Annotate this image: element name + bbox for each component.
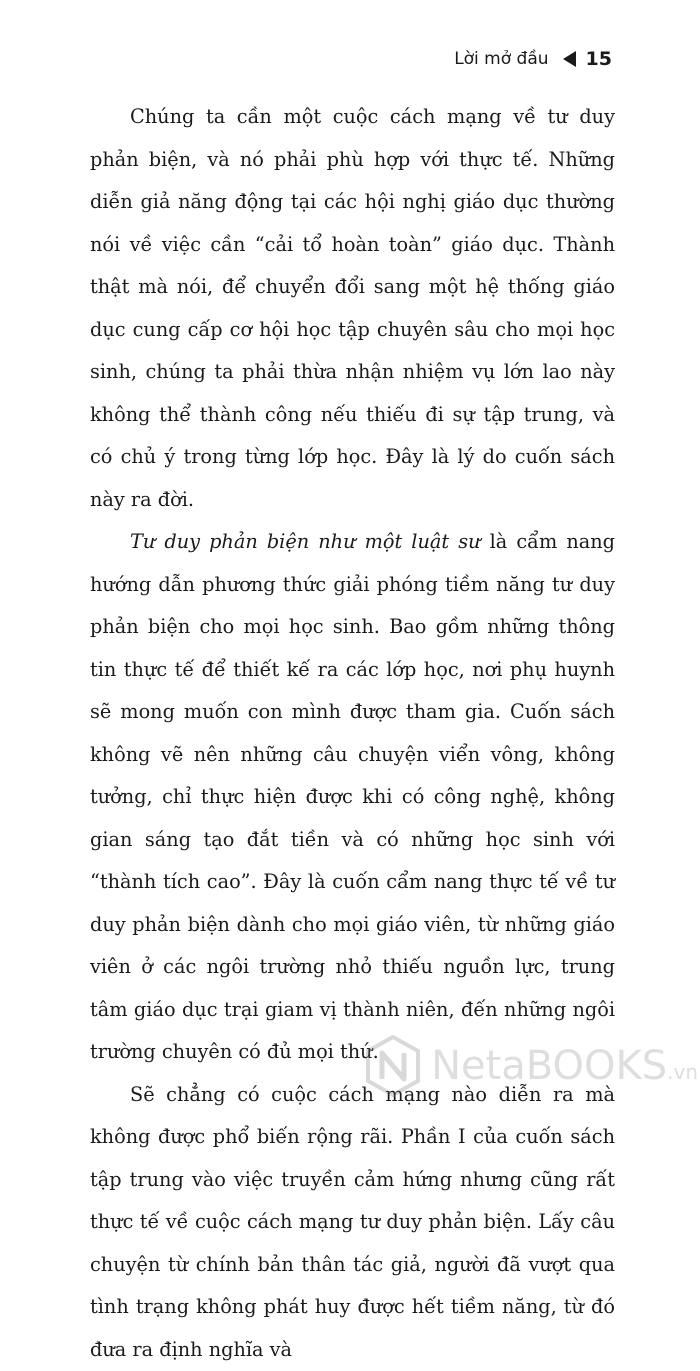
section-title: Lời mở đầu bbox=[454, 49, 548, 69]
watermark-text bbox=[431, 1043, 698, 1089]
page-body bbox=[90, 96, 615, 1371]
paragraph-2 bbox=[90, 521, 615, 1074]
watermark bbox=[365, 1035, 698, 1097]
netabooks-logo-icon bbox=[365, 1035, 421, 1097]
paragraph-1: Chúng ta cần một cuộc cách mạng về tư duy phản biện, và nó phải phù hợp với thực tế. Những diễn giả năng động tại các hội nghị giáo dục thường nói về việc cần “cải tổ hoàn toàn” giáo dục. Thành thật mà nói, để chuyển đổi sang một hệ thống giáo dục cung cấp cơ hội học tập chuyên sâu cho mọi học sinh, chúng ta phải thừa nhận nhiệm vụ lớn lao này không thể thành công nếu thiếu đi sự tập trung, và có chủ ý trong từng lớp học. Đây là lý do cuốn sách này ra đời. bbox=[90, 96, 615, 521]
paragraph-3: Sẽ chẳng có cuộc cách mạng nào diễn ra mà không được phổ biến rộng rãi. Phần I của cuốn sách tập trung vào việc truyền cảm hứng nhưng cũng rất thực tế về cuộc cách mạng tư duy phản biện. Lấy câu chuyện từ chính bản thân tác giả, người đã vượt qua tình trạng không phát huy được hết tiềm năng, từ đó đưa ra định nghĩa và bbox=[90, 1074, 615, 1371]
page-number: 15 bbox=[586, 48, 612, 70]
book-title: Tư duy phản biện như một luật sư bbox=[130, 530, 481, 553]
watermark-brand: NetaBOOKS bbox=[431, 1043, 667, 1089]
watermark-suffix: .vn bbox=[667, 1060, 698, 1084]
left-arrow-icon bbox=[563, 51, 576, 67]
running-header bbox=[454, 48, 612, 70]
paragraph-2-text: là cẩm nang hướng dẫn phương thức giải phóng tiềm năng tư duy phản biện cho mọi học sinh. Bao gồm những thông tin thực tế để thiết kế ra các lớp học, nơi phụ huynh sẽ mong muốn con mình được tham gia. Cuốn sách không vẽ nên những câu chuyện viển vông, không tưởng, chỉ thực hiện được khi có công nghệ, không gian sáng tạo đắt tiền và có những học sinh với “thành tích cao”. Đây là cuốn cẩm nang thực tế về tư duy phản biện dành cho mọi giáo viên, từ những giáo viên ở các ngôi trường nhỏ thiếu nguồn lực, trung tâm giáo dục trại giam vị thành niên, đến những ngôi trường chuyên có đủ mọi thứ. bbox=[90, 530, 615, 1063]
